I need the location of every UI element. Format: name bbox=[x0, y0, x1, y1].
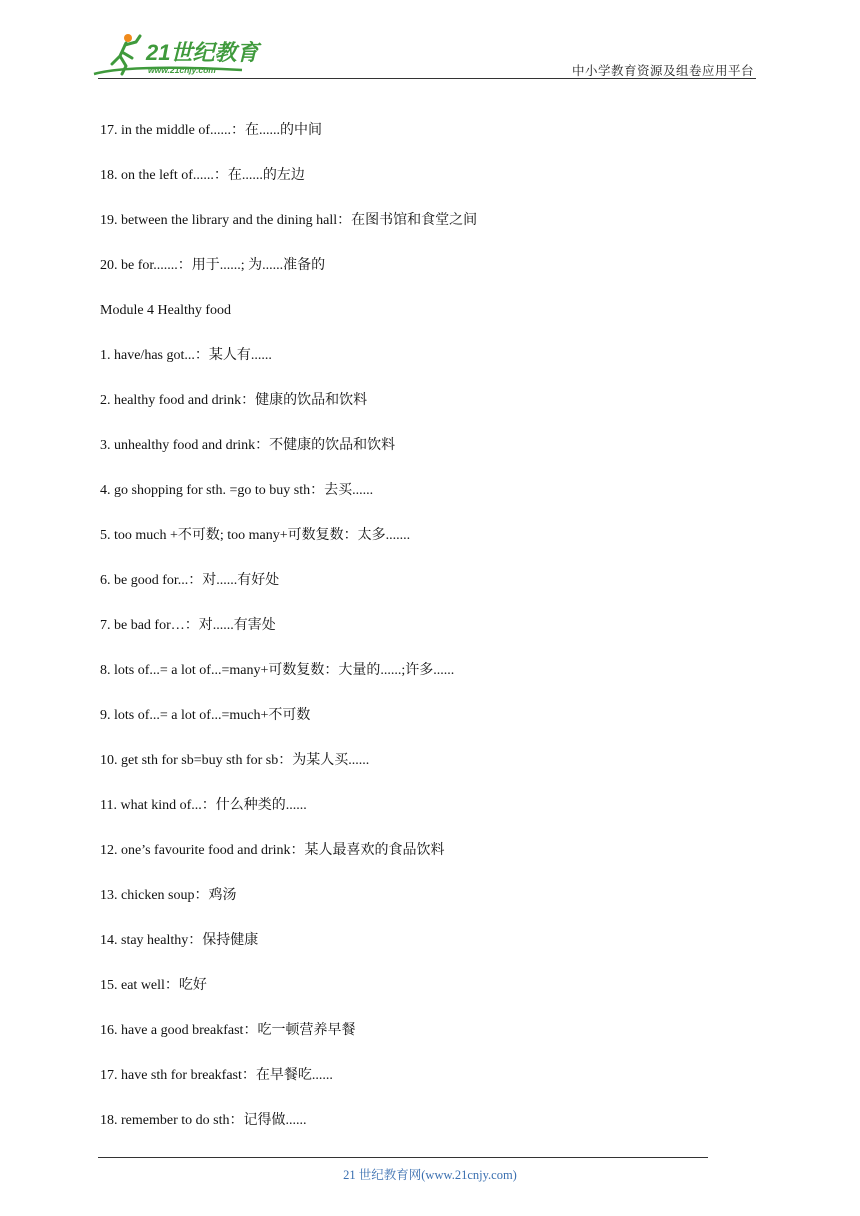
text-line: 10. get sth for sb=buy sth for sb：为某人买...... bbox=[100, 753, 370, 768]
text-line: 13. chicken soup：鸡汤 bbox=[100, 888, 237, 903]
text-line: 11. what kind of...：什么种类的...... bbox=[100, 798, 307, 813]
header-divider bbox=[98, 78, 756, 79]
logo-text: 21世纪教育 bbox=[146, 40, 259, 65]
site-logo bbox=[92, 30, 262, 80]
text-line: 3. unhealthy food and drink：不健康的饮品和饮料 bbox=[100, 438, 396, 453]
text-line: 6. be good for...：对......有好处 bbox=[100, 573, 280, 588]
text-line: 18. on the left of......：在......的左边 bbox=[100, 168, 305, 183]
text-line: 16. have a good breakfast：吃一顿营养早餐 bbox=[100, 1023, 356, 1038]
text-line: 12. one’s favourite food and drink：某人最喜欢的食品饮料 bbox=[100, 843, 445, 858]
text-line: 17. have sth for breakfast：在早餐吃...... bbox=[100, 1068, 333, 1083]
text-line: 14. stay healthy：保持健康 bbox=[100, 933, 259, 948]
logo-url: www.21cnjy.com bbox=[148, 65, 216, 75]
page-footer: 21 世纪教育网(www.21cnjy.com) bbox=[343, 1168, 517, 1182]
text-line: 4. go shopping for sth. =go to buy sth：去买...... bbox=[100, 483, 374, 498]
document-body bbox=[100, 118, 760, 1153]
text-line: 17. in the middle of......：在......的中间 bbox=[100, 123, 323, 138]
text-line: 15. eat well：吃好 bbox=[100, 978, 207, 993]
text-line: 19. between the library and the dining hall：在图书馆和食堂之间 bbox=[100, 213, 478, 228]
text-line: 5. too much +不可数; too many+可数复数：太多....... bbox=[100, 528, 411, 543]
text-line: 20. be for.......：用于......; 为......准备的 bbox=[100, 258, 326, 273]
platform-name: 中小学教育资源及组卷应用平台 bbox=[571, 64, 754, 78]
footer-divider bbox=[98, 1157, 708, 1158]
text-line: 18. remember to do sth：记得做...... bbox=[100, 1113, 307, 1128]
text-line: 1. have/has got...：某人有...... bbox=[100, 348, 272, 363]
logo-runner-icon bbox=[92, 30, 262, 80]
page-header bbox=[0, 0, 860, 90]
text-line: 2. healthy food and drink：健康的饮品和饮料 bbox=[100, 393, 368, 408]
text-line: 9. lots of...= a lot of...=much+不可数 bbox=[100, 708, 311, 723]
text-line: 8. lots of...= a lot of...=many+可数复数：大量的......;许多...... bbox=[100, 663, 455, 678]
text-line: 7. be bad for…：对......有害处 bbox=[100, 618, 276, 633]
section-heading: Module 4 Healthy food bbox=[100, 303, 232, 318]
